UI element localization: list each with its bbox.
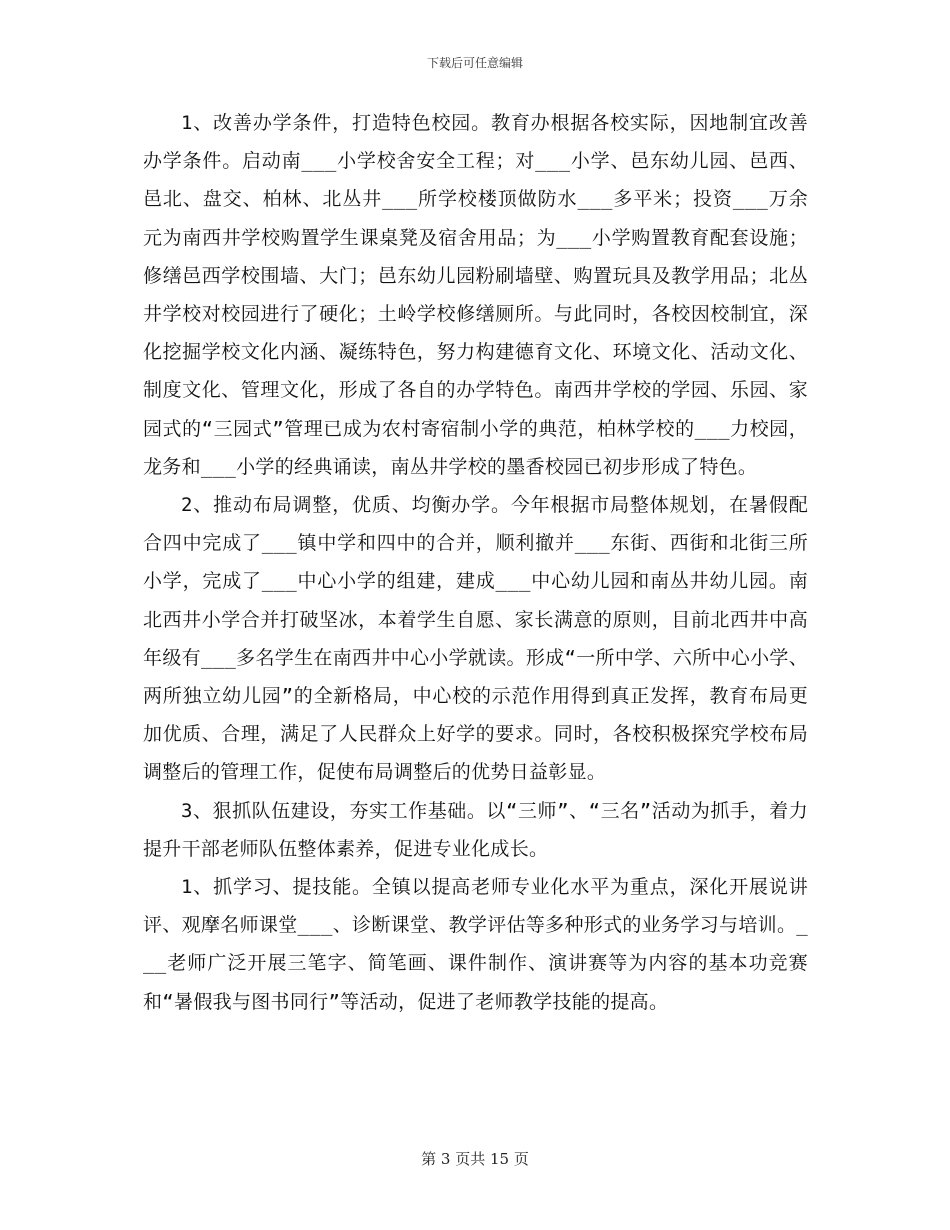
page-footer: 第 3 页共 15 页 bbox=[421, 1150, 529, 1168]
paragraph-1: 1、改善办学条件，打造特色校园。教育办根据各校实际，因地制宜改善办学条件。启动南___小学校舍安全工程；对___小学、邑东幼儿园、邑西、邑北、盘交、柏林、北丛井___所学校楼顶做防水___多平米；投资___万余元为南西井学校购置学生课桌凳及宿舍用品；为___小学购置教育配套设施；修缮邑西学校围墙、大门；邑东幼儿园粉刷墙壁、购置玩具及教学用品；北丛井学校对校园进行了硬化；土岭学校修缮厕所。与此同时，各校因校制宜，深化挖掘学校文化内涵、凝练特色，努力构建德育文化、环境文化、活动文化、制度文化、管理文化，形成了各自的办学特色。南西井学校的学园、乐园、家园式的“三园式”管理已成为农村寄宿制小学的典范，柏林学校的___力校园，龙务和___小学的经典诵读，南丛井学校的墨香校园已初步形成了特色。 bbox=[143, 112, 808, 478]
paragraph-4: 1、抓学习、提技能。全镇以提高老师专业化水平为重点，深化开展说讲评、观摩名师课堂___、诊断课堂、教学评估等多种形式的业务学习与培训。___老师广泛开展三笔字、简笔画、课件制作、演讲赛等为内容的基本功竞赛和“暑假我与图书同行”等活动，促进了老师教学技能的提高。 bbox=[143, 876, 808, 1013]
page-header: 下载后可任意编辑 bbox=[426, 56, 523, 70]
document-body bbox=[143, 104, 808, 1021]
paragraph-2: 2、推动布局调整，优质、均衡办学。今年根据市局整体规划，在暑假配合四中完成了___镇中学和四中的合并，顺利撤并___东街、西街和北街三所小学，完成了___中心小学的组建，建成___中心幼儿园和南丛井幼儿园。南北西井小学合并打破坚冰，本着学生自愿、家长满意的原则，目前北西井中高年级有___多名学生在南西井中心小学就读。形成“一所中学、六所中心小学、两所独立幼儿园”的全新格局，中心校的示范作用得到真正发挥，教育布局更加优质、合理，满足了人民群众上好学的要求。同时，各校积极探究学校布局调整后的管理工作，促使布局调整后的优势日益彰显。 bbox=[143, 494, 808, 784]
paragraph-3: 3、狠抓队伍建设，夯实工作基础。以“三师”、“三名”活动为抓手，着力提升干部老师队伍整体素养，促进专业化成长。 bbox=[143, 799, 808, 860]
